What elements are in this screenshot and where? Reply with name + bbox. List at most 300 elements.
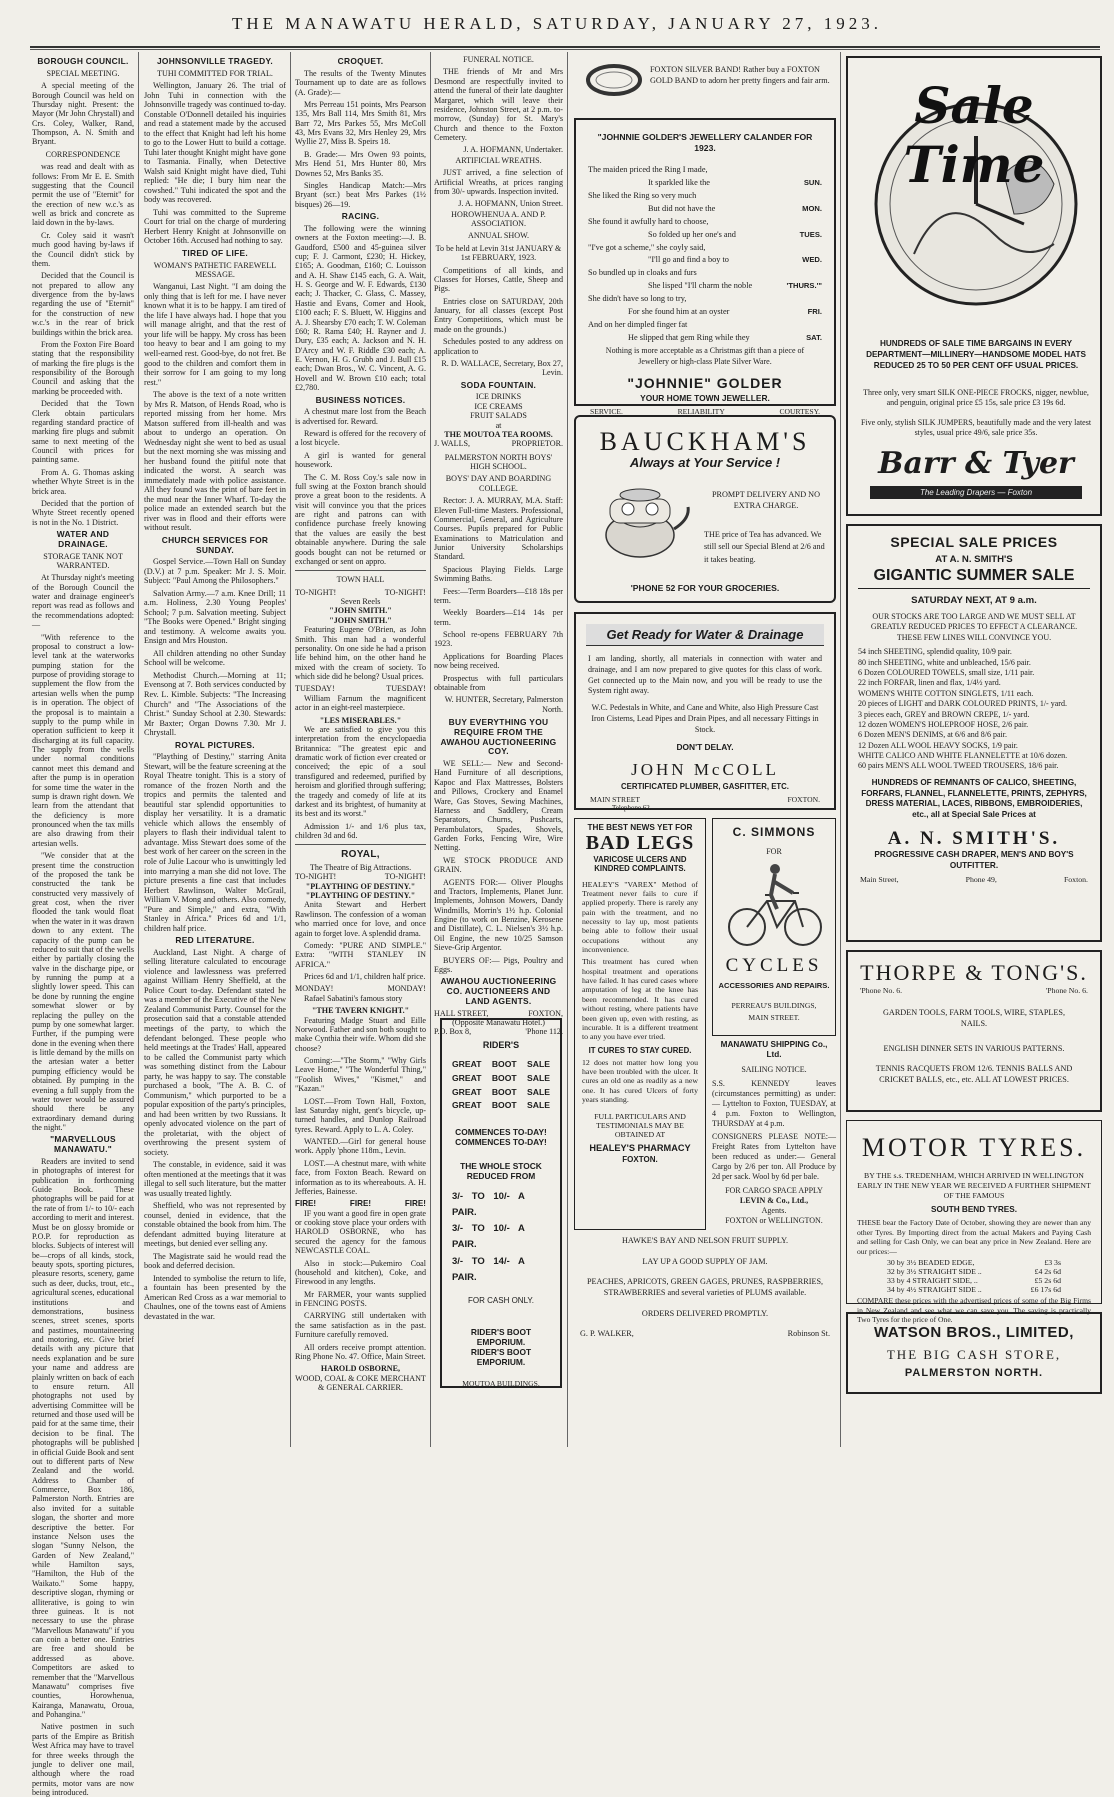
boot-sale-row: GREAT BOOT SALE — [452, 1072, 550, 1083]
healey-town: FOXTON. — [622, 1155, 658, 1165]
boot-sale-row: GREAT BOOT SALE — [452, 1100, 550, 1111]
dont-delay: DON'T DELAY. — [676, 741, 734, 752]
sale-item: 6 Dozen MEN'S DENIMS, at 6/6 and 8/6 pair. — [858, 730, 1007, 740]
poem-text: But did not have the — [648, 203, 716, 213]
barr-headline: HUNDREDS OF SALE TIME BARGAINS IN EVERY DEPARTMENT—MILLINERY—HANDSOME MODEL HATS REDUCED 25 TO 50 PER CENT OFF USUAL PRICES. — [866, 339, 1086, 371]
fruit-jam: LAY UP A GOOD SUPPLY OF JAM. — [642, 1256, 768, 1266]
soda-item: FRUIT SALADS — [470, 411, 527, 421]
classified-text: IF you want a good fire in open grate or cooking stove place your orders with HAROLD OSBORNE, who has secured the agency for the famous NEWCASTLE COAL. — [295, 1208, 426, 1256]
article-text: Mrs Perreau 151 points, Mrs Pearson 135, Mrs Ball 114, Mrs Smith 81, Mrs Barr 72, Mrs Parkes 55, Mrs McColl 43, Mrs Evans 32, Mrs Henley 29, Mrs Wyllie 27, Miss B. Speirs 18. — [295, 99, 426, 147]
classified-text: CARRYING still undertaken with the same satisfaction as in the past. Furniture carefully removed. — [295, 1311, 426, 1340]
divider — [295, 844, 426, 845]
value-word: SERVICE. — [590, 407, 623, 417]
simmons-address: PERREAU'S BUILDINGS, — [731, 1001, 817, 1010]
po-box: P.O. Box 8, — [434, 1027, 472, 1037]
agents: Agents. — [761, 1205, 787, 1215]
soda-item: ICE CREAMS — [474, 401, 523, 411]
date-label: TO-NIGHT! — [384, 587, 426, 597]
poem-text: She found it awfully hard to choose, — [588, 216, 709, 226]
an-smith-ad — [846, 524, 1102, 942]
cyclist-illustration — [725, 859, 825, 949]
classified-text: Also in stock:—Pukemiro Coal (household and kitchen), Coke, and Firewood in any lengths. — [295, 1258, 426, 1287]
heading: SODA FOUNTAIN. — [460, 379, 537, 390]
saturday-next: SATURDAY NEXT, AT 9 a.m. — [911, 595, 1037, 606]
notice-text: THE friends of Mr and Mrs Desmond are respectfully invited to attend the funeral of their late daughter Margaret, which will leave their residence, Johnston Street, at 2 p.m. to-morrow, (Sunday) for St. Mary's Church and thence to the Foxton Cemetery. — [434, 67, 563, 142]
film-title: "THE TAVERN KNIGHT." — [311, 1006, 410, 1016]
heading: PALMERSTON NORTH BOYS' HIGH SCHOOL. — [444, 452, 553, 471]
article-text: Singles Handicap Match:—Mrs Bryant (scr.) beat Mrs Parkes (1½ bisques) 26—19. — [295, 180, 426, 209]
varicose: VARICOSE ULCERS AND KINDRED COMPLAINTS. — [593, 855, 687, 874]
reels: Seven Reels — [340, 597, 381, 606]
barr-tyer-ad — [846, 56, 1102, 516]
tyre-prices — [847, 1256, 1101, 1294]
watson-town: PALMERSTON NORTH. — [904, 1367, 1044, 1379]
riders-head: RIDER'S — [482, 1040, 520, 1050]
ring-illustration — [584, 60, 644, 100]
article-text: From A. G. Thomas asking whether Whyte Street is in the brick area. — [32, 467, 134, 496]
poem-line — [588, 229, 822, 242]
article-text: Native postmen in such parts of the Empire as British West Africa may have to travel for three weeks through the jungle to deliver one mail, although where the road permits, motor vans are now being introduced. — [32, 1722, 134, 1797]
smith-town: Foxton. — [1063, 874, 1088, 884]
town-hall-heading: TOWN HALL — [336, 575, 385, 585]
phone-groceries: 'PHONE 52 FOR YOUR GROCERIES. — [630, 583, 780, 593]
article-text: Rafael Sabatini's famous story — [304, 993, 403, 1003]
sale-item: WOMEN'S WHITE COTTON SINGLETS, 1/11 each. — [858, 688, 1034, 698]
date-row — [295, 872, 426, 881]
tyre-price-row — [887, 1276, 1061, 1285]
notice-signature: J. A. HOFMANN, Undertaker. — [463, 145, 563, 155]
poem-day: SAT. — [806, 332, 822, 342]
article-text: The following were the winning owners at the Foxton meeting:—J. B. Gaudford, £500 and 45-guinea silver cup; F. J. Carmont, £230; H. Hickey, £165; A. Goodman, £160; C. Louisson and A. H. Shaw £145 each, G. A. Wait, H. S. George and W. F. Edwards, £130 each; J. Thacker, C. Glass, C. Massey, Hastie and Evans, Comer and Hook, £100 each; F. S. Bluett, W. Higgins and A. J. Shearsby £70 each; T. W. Coleman £60; R. Rama £40; H. Rayner and J. Dury, £35 each; A. Jackson and N. H. D'Arcy and W. F. Riddle £30 each; A. E. Vernon, H. G. Grubb and J. Bull £15 each; Dwan Bros., W. C. Vincent, A. G. Hovell and W. Brown £10 each; total £2,780. — [295, 223, 426, 393]
tyre-size: 33 by 4 STRAIGHT SIDE, .. — [887, 1276, 978, 1286]
article-text: A chestnut mare lost from the Beach is advertised for. Reward. — [295, 407, 426, 426]
heading: BUY EVERYTHING YOU REQUIRE FROM THE AWAHOU AUCTIONEERING COY. — [440, 717, 557, 757]
poem-day: WED. — [802, 255, 822, 265]
poem-text: For she found him at an oyster — [628, 306, 730, 316]
levin-co: LEVIN & Co., Ltd., — [739, 1195, 809, 1205]
notice-text: Fees:—Term Boarders—£18 18s per term. — [434, 586, 563, 605]
commences: COMMENCES TO-DAY! — [455, 1137, 547, 1147]
tyres-compare: COMPARE these prices with the advertised prices of some of the Big Firms in New Zealand and see what we can save you. The saving is practically Two Tyres for the price of One. — [857, 1296, 1091, 1325]
ring-icon — [584, 60, 644, 100]
notice-text: Prospectus with full particulars obtainable from — [434, 673, 563, 692]
tyre-size: 30 by 3½ BEADED EDGE, — [887, 1258, 975, 1268]
healey-text: 12 does not matter how long you have been troubled with the ulcer. It cures an old one as readily as a new one. It has cured Ulcers of forty years standing. — [582, 1057, 698, 1104]
article-text: Decided that the portion of Whyte Street recently opened is not in the No. 1 District. — [32, 498, 134, 527]
poem-text: And on her dimpled finger fat — [588, 319, 688, 329]
mccoll-name: JOHN McCOLL — [631, 759, 779, 779]
golder-tagline: YOUR HOME TOWN JEWELLER. — [640, 393, 770, 404]
divider — [295, 570, 426, 571]
watson-store: THE BIG CASH STORE, — [886, 1347, 1062, 1362]
notice-signature: W. HUNTER, Secretary, Palmerston North. — [444, 695, 563, 714]
poem-day: 'THURS.'" — [786, 281, 822, 291]
article-text: Reward is offered for the recovery of a lost bicycle. — [295, 429, 426, 448]
poem-text: It sparkled like the — [648, 178, 710, 188]
emporium: RIDER'S BOOT EMPORIUM. — [470, 1326, 532, 1347]
article-text: Salvation Army.—7 a.m. Knee Drill; 11 a.m. Holiness, 2.30 Young Peoples' School; 7 p.m. Salvation meeting. Subject "The Books were Opened." Bright singing and testimony. A welcome awaits you. Ensign and Mrs Houston. — [144, 588, 286, 646]
poem-line — [588, 203, 822, 216]
notice-signature: J. A. HOFMANN, Union Street. — [458, 199, 563, 209]
notice-text: Rector: J. A. MURRAY, M.A. Staff: Eleven Full-time Masters. Professional, Commercial, General, and Agriculture Courses. Pupils prepared for Public Examinations to Matriculation and Junior University Scholarships Standard. — [434, 496, 563, 562]
street: MAIN STREET — [590, 794, 640, 804]
smith-items — [848, 647, 1100, 772]
poem-line — [588, 267, 822, 280]
article-text: B. Grade:— Mrs Owen 93 points, Mrs Hend 51, Mrs Hunter 80, Mrs Downes 52, Mrs Banks 35. — [295, 149, 426, 178]
poem-text: So bundled up in cloaks and furs — [588, 268, 697, 278]
mccoll-plumber-ad — [574, 612, 836, 810]
film-title: "LES MISERABLES." — [319, 715, 402, 725]
article-text: We are satisfied to give you this interpretation from the encyclopaedia Britannica: "The greatest epic and dramatic work of fiction ever created or conceived; the epic of a soul transfigured and redeemed, purified by heroism and glorified through suffering; the tragedy and comedy of life at its darkest and its brightest, of humanity at its best and its worst." — [295, 724, 426, 819]
smith-trade: PROGRESSIVE CASH DRAPER, MEN'S AND BOY'S OUTFITTER. — [874, 850, 1074, 870]
sale-time-heading: Sale Time — [903, 76, 1045, 194]
article-text: Gospel Service.—Town Hall on Sunday (D.V.) at 7 p.m. Speaker: Mr J. S. Moir. Subject: "Paul Among the Philosophers." — [144, 557, 286, 586]
article-text: Sheffield, who was not represented by counsel, denied in evidence, that the constable obtained the book from him. The defendant admitted buying literature at meetings, but denied ever selling any. — [144, 1201, 286, 1249]
gigantic-sale: GIGANTIC SUMMER SALE — [858, 567, 1090, 589]
thorpe-tennis: TENNIS RACQUETS FROM 12/6. TENNIS BALLS AND CRICKET BALLS, etc., etc. ALL AT LOWEST PRICES. — [875, 1063, 1073, 1085]
thorpe-tools: GARDEN TOOLS, FARM TOOLS, WIRE, STAPLES, NAILS. — [883, 1008, 1065, 1029]
sale-item: WHITE CALICO AND WHITE FLANNELETTE at 10/6 dozen. — [858, 751, 1068, 761]
article-text: Wanganui, Last Night. "I am doing the only thing that is left for me. I have never known what it is to be happy. I am tired of the life I have always had. I hope that you will manage alright, and that the rest of your life will be happy. My cross has been too heavy to bear and I am going to my well-earned rest. Good-bye, do not fret. Be good to the children and comfort them in their sorrow for I am going to my long rest." — [144, 282, 286, 387]
column-notices — [434, 54, 563, 1037]
heading: RACING. — [341, 211, 380, 221]
emporium: RIDER'S BOOT EMPORIUM. — [470, 1346, 532, 1367]
tyre-price: £6 17s 6d — [1030, 1285, 1061, 1295]
article-text: Intended to symbolise the return to life, a fountain has been presented by the American Red Cross as a war memorial to Chaulnes, one of the towns east of Amiens devastated in the war. — [144, 1273, 286, 1321]
heading: WATER AND DRAINAGE. — [56, 529, 110, 549]
tyre-price-row — [887, 1285, 1061, 1294]
shipping-text: S.S. KENNEDY leaves (circumstances permitting) as under:— Lyttelton to Foxton, TUESDAY, at 4 p.m. Foxton to Wellington, THURSDAY at 4 p.m. — [712, 1078, 836, 1128]
column-rule — [567, 52, 568, 1447]
article-text: Anita Stewart and Herbert Rawlinson. The confession of a woman who married once for love, and once again to forget love. A splendid drama. — [295, 900, 426, 938]
date-label: TO-NIGHT! — [384, 872, 426, 882]
mccoll-trade: CERTIFICATED PLUMBER, GASFITTER, ETC. — [621, 781, 789, 791]
notice-text: Applications for Boarding Places now being received. — [434, 651, 563, 671]
simmons-cycles-ad — [712, 818, 836, 1036]
date-label: MONDAY! — [387, 984, 426, 994]
healey-name: HEALEY'S PHARMACY — [589, 1143, 691, 1154]
price-row: 3/- TO 10/- A PAIR. — [452, 1191, 525, 1219]
poem-line — [588, 293, 822, 306]
notice-text: Entries close on SATURDAY, 20th January, for all classes (except Post Entry Competitions, which must be made on the grounds.) — [434, 296, 563, 334]
particulars: FULL PARTICULARS AND TESTIMONIALS MAY BE OBTAINED AT — [594, 1112, 686, 1140]
date-label: TO-NIGHT! — [295, 587, 337, 597]
date-label: MONDAY! — [295, 984, 334, 994]
sale-item: 54 inch SHEETING, splendid quality, 10/9 pair. — [858, 647, 1012, 657]
article-text: At Thursday night's meeting of the Borough Council the water and drainage engineer's report was read as follows and the recommendations adopted:— — [32, 573, 134, 630]
notice-text: Schedules posted to any address on application to — [434, 337, 563, 356]
town: FOXTON. — [787, 794, 820, 804]
poem-line — [588, 319, 822, 332]
notice-text: To be held at Levin 31st JANUARY & 1st FEBRUARY, 1923. — [435, 243, 562, 263]
smith-intro: OUR STOCKS ARE TOO LARGE AND WE MUST SELL AT GREATLY REDUCED PRICES TO EFFECT A CLEARANCE. THESE FEW LINES WILL CONVINCE YOU. — [870, 612, 1078, 642]
sale-item: 60 pairs MEN'S ALL WOOL TWEED TROUSERS, 18/6 pair. — [858, 761, 1059, 771]
article-text: Comedy: "PURE AND SIMPLE." Extra: "WITH STANLEY IN AFRICA." — [295, 940, 426, 969]
simmons-for: FOR — [766, 847, 782, 856]
fire-label: FIRE! — [349, 1199, 372, 1209]
phone: 'Phone No. 6. — [860, 986, 903, 995]
poem-text: "I've got a scheme," she coyly said, — [588, 242, 706, 252]
boot-sale-row: GREAT BOOT SALE — [452, 1059, 550, 1069]
tyres-intro: BY THE s.s. TREDENHAM, WHICH ARRIVED IN WELLINGTON EARLY IN THE NEW YEAR WE RECEIVED A FURTHER SHIPMENT OF THE FAMOUS — [857, 1171, 1091, 1201]
article-text: Readers are invited to send in photographs of interest for publication in forthcoming Guide Book. These photographs will be paid for at the rate of from 1/- to 10/- each according to merit and interest. Must be on glossy bromide or P.O.P. for reproduction as blocks. Subjects of interest will be—crops of all kinds, stock, beauty spots, sporting pictures, pleasure resorts, scenery, game such as deer, ducks, trout, etc., agricultural scenes, educational institutions and demonstrations, business scenes, street scenes, sports and pastimes, mountaineering and motoring, etc. Give brief details with any picture that needs explanation and be sure your name and address are plainly written on back of each to ensure return. All photographs not used by advertising Committee will be returned and those used will be paid for at the same time, their decision to be final. The photographs will be published in official Guide Book and sent out to different parts of New Zealand and the world. Address to Chamber of Commerce, Box 186, Palmerston North. Entries are also invited for a suitable slogan, the shorter and more descriptive the better. For instance Nelson uses the slogan "Sunny Nelson, the Garden of New Zealand," while Hamilton says, "Hamilton, the Hub of the Waikato." Some happy, descriptive slogan, rhyming or alliterative, is going to win three guineas. It is not necessary to use the phrase "Marvellous Manawatu" if you can coin a better one. Entries are free and should be addressed as above. Competitors are asked to remember that the "Marvellous Manawatu" comprises five counties, Horowhenua, Kairanga, Manawatu, Oroua, and Pohangina." — [32, 1156, 134, 1719]
soda-proprietor — [434, 439, 563, 448]
article-text: The results of the Twenty Minutes Tournament up to date are as follows (A. Grade):— — [295, 68, 426, 97]
tyre-price: £4 2s 6d — [1034, 1267, 1061, 1277]
heading: CHURCH SERVICES FOR SUNDAY. — [161, 534, 269, 555]
bauckhams-ad — [574, 415, 836, 603]
article-text: The C. M. Ross Coy.'s sale now in full swing at the Foxton branch should prove a great boon to the residents. A visit will convince you that the prices are right and patrons can with confidence purchase freely knowing that the values are easily the best obtainable anywhere. During the sale goods bought can not be returned or exchanged or sent on appro. — [295, 472, 426, 566]
tea-note: THE price of Tea has advanced. We still sell our Special Blend at 2/6 and it takes beating. — [704, 530, 825, 564]
teapot-illustration — [588, 479, 693, 565]
column-rule — [430, 52, 431, 1447]
notice-text: BUYERS OF:— Pigs, Poultry and Eggs. — [434, 955, 563, 974]
heading: JOHNSONVILLE TRAGEDY. — [156, 56, 274, 66]
healey-text: HEALEY'S "VAREX" Method of Treatment never fails to cure if applied properly. There is rarely any pain with the treatment, and no necessity to lay up, most patients being able to follow their usual occupations without any inconvenience. — [582, 879, 698, 955]
column-rule — [138, 52, 139, 1447]
bad-legs: BAD LEGS — [585, 832, 695, 854]
date-row — [295, 588, 426, 597]
sale-item: 12 dozen WOMEN'S HOLEPROOF HOSE, 2/6 pair. — [858, 719, 1029, 729]
poem-line — [588, 332, 822, 345]
cures-stay-cured: IT CURES TO STAY CURED. — [588, 1045, 692, 1055]
masthead-rule — [30, 46, 1100, 48]
notice-text: Weekly Boarders—£14 14s per term. — [434, 608, 563, 627]
film-title: "PLAYTHING OF DESTINY." — [305, 891, 416, 901]
sale-item: 6 Dozen COLOURED TOWELS, small size, 1/11 pair. — [858, 667, 1035, 677]
heading: BUSINESS NOTICES. — [315, 394, 406, 405]
smith-footer — [848, 871, 1100, 884]
barr-logo-banner: The Leading Drapers — Foxton — [870, 486, 1082, 499]
article-text: The constable, in evidence, said it was often mentioned at the meetings that it was illegal to sell such literature, but the matter was usually treated lightly. — [144, 1160, 286, 1198]
sale-item: 3 pieces each, GREY and BROWN CREPE, 1/- yard. — [858, 709, 1030, 719]
shipping-ports: FOXTON or WELLINGTON. — [725, 1215, 823, 1225]
sale-item: 80 inch SHEETING, white and unbleached, 15/6 pair. — [858, 657, 1031, 667]
delivery-note: PROMPT DELIVERY AND NO EXTRA CHARGE. — [711, 490, 821, 511]
healeys-pharmacy-ad — [574, 818, 706, 1230]
simmons-name: C. SIMMONS — [732, 825, 816, 839]
article-text: Admission 1/- and 1/6 plus tax, children 3d and 6d. — [295, 821, 426, 840]
classified-text: All orders receive prompt attention. Ring Phone No. 47. Office, Main Street. — [295, 1342, 426, 1361]
barr-logo: Barr & Tyer — [878, 446, 1074, 481]
notice-text: WE STOCK PRODUCE AND GRAIN. — [434, 855, 563, 875]
notice-text: WE SELL:— New and Second-Hand Furniture of all descriptions, Kapoc and Flax Mattresses, Bolsters and Pillows, Crockery and Enamel Ware, Gas Stoves, Sewing Machines, Harness and Saddlery, Cream Separators, Churns, Pushcarts, Perambulators, Spades, Shovels, Garden Forks, Fencing Wire, Wire Netting. — [434, 759, 563, 853]
sale-item: 20 pieces of LIGHT and DARK COLOURED PRINTS, 1/- yard. — [858, 699, 1067, 709]
sale-item: 12 Dozen ALL WOOL HEAVY SOCKS, 1/9 pair. — [858, 740, 1018, 750]
poem-text: The maiden priced the Ring I made, — [588, 165, 708, 175]
walker-fruit-ad — [576, 1236, 834, 1340]
proprietor-label: PROPRIETOR. — [511, 439, 563, 449]
tyre-price: £3 3s — [1044, 1258, 1061, 1268]
notice-text: Competitions of all kinds, and Classes for Horses, Cattle, Sheep and Pigs. — [434, 265, 563, 294]
soda-venue: THE MOUTOA TEA ROOMS. — [444, 429, 553, 439]
walker-name: G. P. WALKER, — [580, 1329, 634, 1339]
fire-row — [295, 1199, 426, 1208]
fruit-heading: HAWKE'S BAY AND NELSON FRUIT SUPPLY. — [621, 1236, 789, 1245]
thorpe-name: THORPE & TONG'S. — [860, 960, 1088, 985]
address-town: FOXTON, — [528, 1008, 563, 1018]
water-banner — [586, 624, 824, 646]
accessories: ACCESSORIES AND REPAIRS. — [718, 981, 830, 990]
smith-street: Main Street, — [860, 874, 899, 884]
address-row — [434, 1009, 563, 1018]
address-note: (Opposite Manawatu Hotel.) — [452, 1017, 545, 1027]
smith-phone: Phone 49, — [965, 874, 997, 884]
film-title: "JOHN SMITH." — [329, 606, 392, 616]
cargo-apply: FOR CARGO SPACE APPLY — [725, 1185, 823, 1195]
tyre-price-row — [887, 1267, 1061, 1276]
price-row: 3/- TO 14/- A PAIR. — [452, 1255, 525, 1283]
whole-stock: THE WHOLE STOCK — [460, 1161, 542, 1171]
commences: COMMENCES TO-DAY! — [455, 1127, 547, 1137]
classified-text: LOST.—From Town Hall, Foxton, last Saturday night, gent's bicycle, up-turned handles, and Dunlop Railroad tyres. Reward. Apply to L. A. Coley. — [295, 1096, 426, 1134]
poem-line — [588, 242, 822, 255]
subheading: BOYS' DAY AND BOARDING COLLEGE. — [445, 474, 552, 493]
golder-title: "JOHNNIE GOLDER'S JEWELLERY CALANDER FOR 1923. — [597, 132, 813, 154]
poem-text: She liked the Ring so very much — [588, 191, 697, 201]
article-text: All children attending no other Sunday School will be welcome. — [144, 648, 286, 668]
masthead: THE MANAWATU HERALD, SATURDAY, JANUARY 27, 1923. — [232, 14, 882, 33]
heading: RED LITERATURE. — [175, 935, 255, 946]
film-title: "PLAYTHING OF DESTINY." — [305, 881, 416, 891]
soda-item: ICE DRINKS — [475, 392, 522, 402]
advertiser-trade: WOOD, COAL & COKE MERCHANT & GENERAL CARRIER. — [295, 1373, 426, 1393]
tyres-title: MOTOR TYRES. — [861, 1133, 1087, 1162]
at-smiths: AT A. N. SMITH'S — [935, 554, 1013, 565]
article-text: William Farnum the magnificent actor in an eight-reel masterpiece. — [295, 693, 426, 713]
tyre-size: 32 by 3½ STRAIGHT SIDE .. — [887, 1267, 982, 1277]
calendar-poem — [576, 164, 834, 344]
notice-text: JUST arrived, a fine selection of Artificial Wreaths, at prices ranging from 30/- upwards. Inspection invited. — [434, 168, 563, 196]
address-street: HALL STREET, — [434, 1008, 489, 1018]
telephone: Telephone 62. — [612, 803, 652, 812]
royal-heading: ROYAL, — [341, 849, 380, 861]
notice-text: School re-opens FEBRUARY 7th 1923. — [434, 630, 563, 649]
price-row: 3/- TO 10/- A PAIR. — [452, 1223, 525, 1251]
special-sale: SPECIAL SALE PRICES — [890, 534, 1058, 550]
article-text: Decided that the Town Clerk obtain particulars regarding standard practice of marking fire plugs and submit same to next meeting of the Council with prices for painting same. — [32, 399, 134, 465]
poem-line — [588, 164, 822, 177]
column-croquet — [295, 54, 426, 1444]
mccoll-address — [576, 791, 834, 804]
poem-line — [588, 306, 822, 319]
date-label: TUESDAY! — [295, 684, 335, 694]
barr-frocks: Three only, very smart SILK ONE-PIECE FROCKS, nigger, newblue, and penguin, original price £5 15s, sale price £3 19s 6d. — [863, 388, 1089, 408]
poem-line — [588, 216, 822, 229]
column-rule — [840, 52, 841, 1447]
column-borough-council — [32, 54, 134, 1797]
royal-sub: The Theatre of Big Attractions. — [309, 862, 412, 872]
advertiser-name: HAROLD OSBORNE, — [320, 1364, 401, 1374]
notice-text: AGENTS FOR:— Oliver Ploughs and Tractors, Implements, Planet Junr. Implements, Johnson Mowers, Dandy Windmills, Morrin's 1½ h.p. Colonial Engine (to work on Benzine, Kerosene and Distillate), C. L. Nielsen's 3½ h.p. Oil Engine, the new 10/25 Samson Sieve-Grip Argentor. — [434, 877, 563, 953]
bauckhams-name: BAUCKHAM'S — [599, 427, 811, 456]
article-text: Featuring Eugene O'Brien, as John Smith. This man had a wonderful personality. On one side he had a prison life behind him, on the other hand he mixed with the cream of society. To which side did he belong? Usual prices. — [295, 625, 426, 681]
poem-day: FRI. — [807, 306, 822, 316]
fire-label: FIRE! — [404, 1199, 426, 1209]
heading: BOROUGH COUNCIL. — [37, 56, 129, 66]
heading: AWAHOU AUCTIONEERING CO. AUCTIONEERS AND LAND AGENTS. — [440, 976, 557, 1006]
soda-item: at — [495, 420, 502, 430]
buildings: MOUTOA BUILDINGS. — [462, 1378, 540, 1388]
shipping-notice — [712, 1040, 836, 1226]
thorpe-phones — [848, 986, 1100, 995]
article-text: A girl is wanted for general housework. — [295, 450, 426, 470]
subheading: CORRESPONDENCE — [45, 149, 121, 159]
poem-text: She lisped "I'll charm the noble — [648, 281, 753, 291]
article-text: Decided that the Council is not prepared to allow any divergence from the by-laws regarding the use of "Eternit" for the construction of new w.c.'s in the rear of brick buildings within the brick area. — [32, 271, 134, 337]
fruit-list: PEACHES, APRICOTS, GREEN GAGES, PRUNES, RASPBERRIES, STRAWBERRIES and several varieties of PLUMS available. — [586, 1277, 824, 1297]
sale-item: 22 inch FORFAR, linen and flax, 1/4½ yard. — [858, 678, 1001, 688]
article-text: A special meeting of the Borough Council was held on Thursday night. Present: the Mayor (Mr John Chrystall) and Crs. Coley, Walker, Rand, Thompson, A. N. Smith and Bryant. — [32, 81, 134, 147]
article-text: Featuring Madge Stuart and Eille Norwood. Father and son both sought to make Cynthia their wife. Whom did she choose? — [295, 1015, 426, 1053]
foxton-band-ad: FOXTON SILVER BAND! Rather buy a FOXTON GOLD BAND to adorn her pretty fingers and fair arm. — [650, 65, 830, 86]
heading: HOROWHENUA A. AND P. ASSOCIATION. — [451, 209, 546, 228]
poem-line — [588, 177, 822, 190]
date-row — [295, 684, 426, 693]
thorpe-dinner: ENGLISH DINNER SETS IN VARIOUS PATTERNS. — [883, 1043, 1065, 1053]
fruit-orders: ORDERS DELIVERED PROMPTLY. — [641, 1308, 769, 1318]
shipping-text: CONSIGNERS PLEASE NOTE:— Freight Rates from Lyttelton have been reduced as under:— General Cargo by 2/6 per ton. All Produce by 2d per sack. Wool by 6d per bale. — [712, 1131, 836, 1181]
poem-text: "I'll go and find a boy to — [648, 255, 729, 265]
poem-day: MON. — [802, 203, 822, 213]
south-bend: SOUTH BEND TYRES. — [931, 1205, 1017, 1215]
healey-text: This treatment has cured when hospital treatment and operations have failed. It has cured cases where amputation of leg at the knee has been recommended. It has cured without resting, where patients have been given up, even with resting, as incurable. It is a different treatment to any you have ever tried. — [582, 957, 698, 1042]
boot-sale-row: GREAT BOOT SALE — [452, 1086, 550, 1097]
heading: TIRED OF LIFE. — [181, 247, 249, 258]
masthead-rule-thin — [30, 49, 1100, 50]
date-row — [295, 984, 426, 993]
notice-signature: R. D. WALLACE, Secretary, Box 27, Levin. — [441, 358, 563, 378]
reduced-from: REDUCED FROM — [466, 1171, 536, 1181]
teapot-icon — [588, 479, 693, 565]
classified-text: Mr FARMER, your wants supplied in FENCING POSTS. — [295, 1289, 426, 1309]
heading: FUNERAL NOTICE. — [463, 55, 534, 64]
subheading: WOMAN'S PATHETIC FAREWELL MESSAGE. — [153, 260, 277, 280]
golder-footnote: Nothing is more acceptable as a Christmas gift than a piece of Jewellery or high-class Plate Silver Ware. — [605, 346, 805, 366]
phone: 'Phone 112. — [525, 1027, 563, 1037]
simmons-address: MAIN STREET. — [748, 1013, 800, 1022]
article-text: was read and dealt with as follows: From Mr E. E. Smith suggesting that the Council permit the use of "Eternit" for the erection of new w.c.'s as well as brick and concrete as laid down in the by-laws. — [32, 162, 134, 228]
poem-day: TUES. — [799, 229, 822, 239]
heading: CROQUET. — [337, 56, 384, 66]
column-rule — [290, 52, 291, 1447]
shipping-company: MANAWATU SHIPPING Co., Ltd. — [720, 1040, 828, 1060]
motor-tyres-ad — [846, 1120, 1102, 1325]
tyre-size: 34 by 4½ STRAIGHT SIDE .. — [887, 1285, 982, 1295]
value-word: COURTESY. — [779, 407, 820, 417]
bicycle-icon — [725, 859, 825, 949]
article-text: From the Foxton Fire Board stating that the responsibility of marking the fire plugs is the responsibility of the Borough Council and asking that the marking be proceeded with. — [32, 339, 134, 396]
subheading: SPECIAL MEETING. — [46, 68, 120, 78]
poem-day: SUN. — [803, 178, 822, 188]
date-label: TO-NIGHT! — [295, 872, 337, 882]
boot-sale-list — [452, 1058, 550, 1113]
walker-street: Robinson St. — [787, 1329, 830, 1339]
sailing-notice: SAILING NOTICE. — [741, 1064, 807, 1074]
cash-only: FOR CASH ONLY. — [468, 1295, 534, 1305]
article-text: Methodist Church.—Morning at 11; Evensong at 7. Both services conducted by Rev. L. Kimble. Subjects: "The Increasing Church" and "The Associations of the Christ." Sunday School at 2.30. Stewards: Mr Baxter; Organ Downs 7.30. Mr J. Chrystall. — [144, 670, 286, 738]
subheading: STORAGE TANK NOT WARRANTED. — [43, 551, 123, 570]
tyre-price-row — [887, 1258, 1061, 1267]
watson-name: WATSON BROS., LIMITED, — [874, 1324, 1074, 1341]
water-text: I am landing, shortly, all materials in connection with water and drainage, and I am now prepared to give quotes for this class of work. Get connected up to the Main now, and you will be ready to use the System right away. — [588, 654, 822, 696]
bauckhams-slogan: Always at Your Service ! — [629, 455, 781, 470]
article-text: "We consider that at the present time the construction of the proposed the tank be constructed the tank be constructed very massively of great cost, when the river flooded the tank would float when the water in it was drawn down to any extent. The capacity of the pump can be reduced to suit that of the wells either by partially closing the valve in the discharge pipe, or by running the pump at a slightly lower speed. This can be done by running the engine somewhat slower or by replacing the pulley on the pump by one somewhat larger. Further, if the pumping were done in the evening when there is little demand by the mills on the artesian water a better pumping efficiency would be obtained. By pumping in the evening a full supply from the water tower would be assured should there be any extraordinary demand during the night." — [32, 851, 134, 1132]
article-text: Cr. Coley said it wasn't much good having by-laws if the Council didn't stick by them. — [32, 230, 134, 268]
fire-label: FIRE! — [295, 1199, 317, 1209]
barr-jumpers: Five only, stylish SILK JUMPERS, beautifully made and the very latest styles, usual price 49/6, sale price 35s. — [860, 418, 1092, 438]
thorpe-tong-ad — [846, 950, 1102, 1112]
